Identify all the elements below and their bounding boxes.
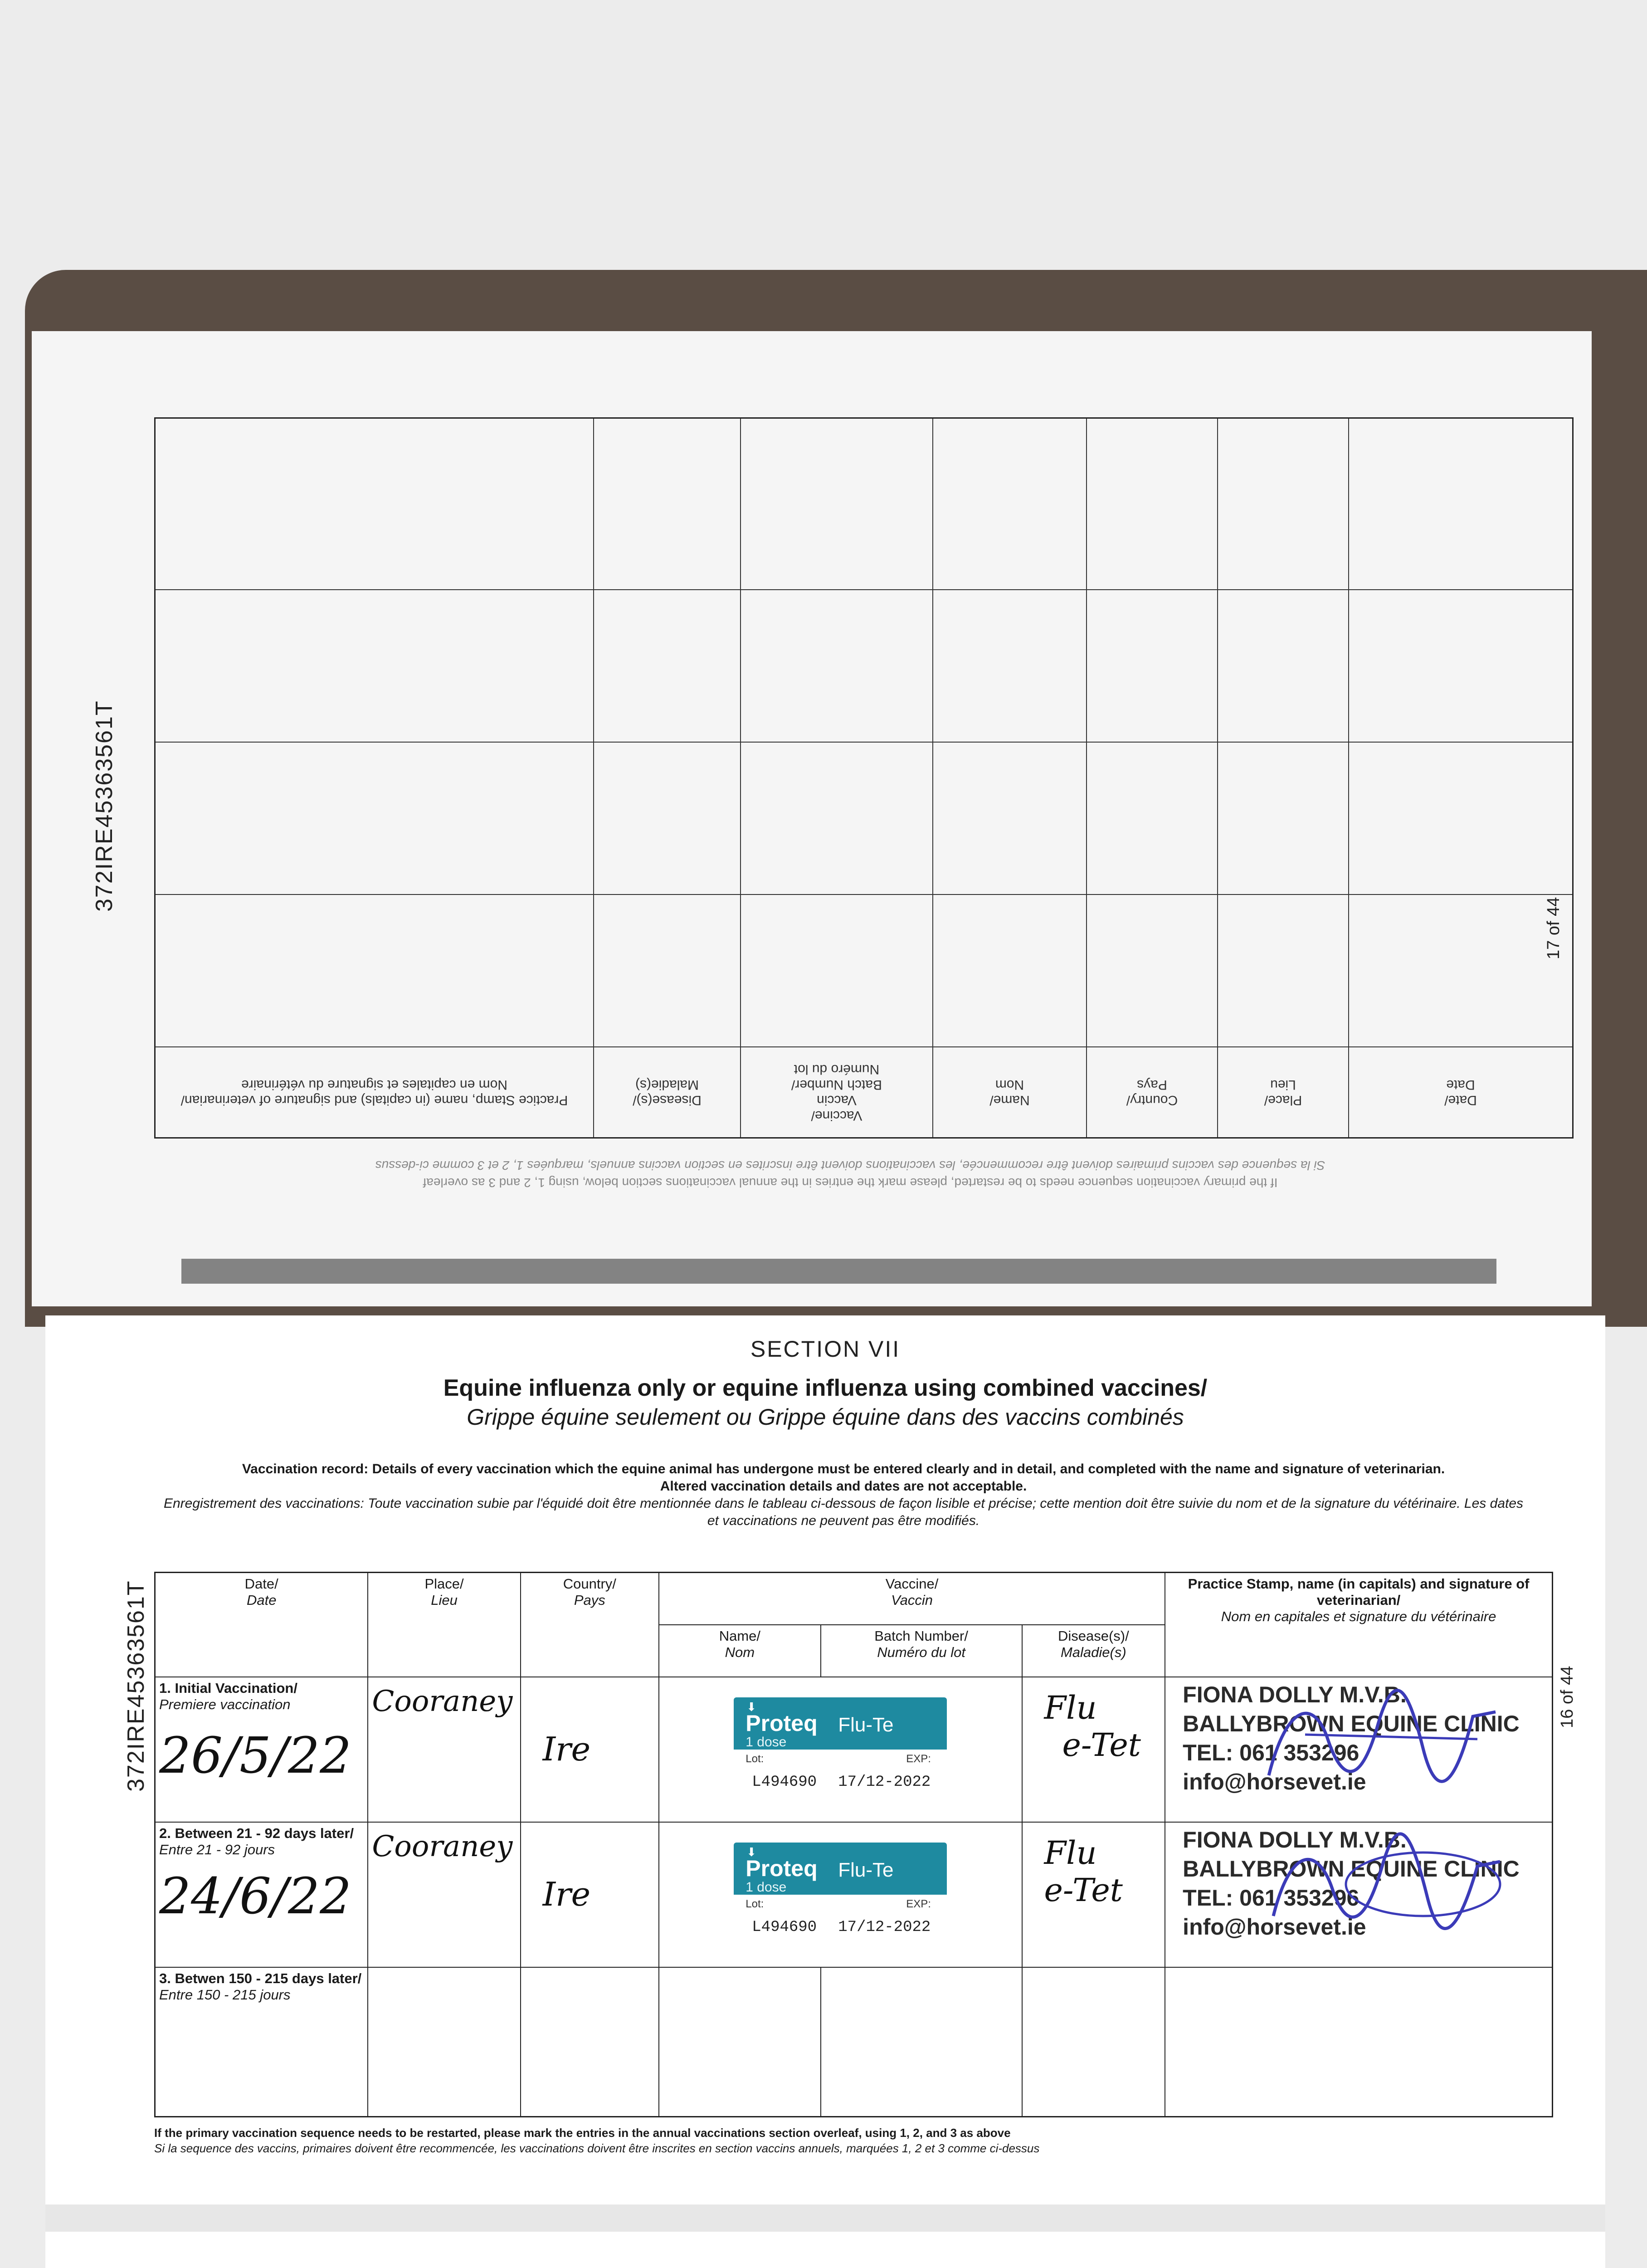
row-1-country: Ire	[521, 1677, 659, 1822]
row-1-vaccine-label	[659, 1677, 1022, 1822]
practice-stamp: FIONA DOLLY M.V.B. BALLYBROWN EQUINE CLINIC TEL: 061 353296 info@horsevet.ie	[1169, 1680, 1548, 1796]
row-2-date-cell: 2. Between 21 - 92 days later/ Entre 21 - 92 jours 24/6/22	[155, 1822, 368, 1967]
vaccine-label-sticker	[734, 1843, 947, 1947]
label-exp: 17/12-2022	[838, 1918, 931, 1936]
header-place: Place/ Lieu	[1218, 1047, 1349, 1138]
label-exp: 17/12-2022	[838, 1773, 931, 1791]
label-exp-caption: EXP:	[906, 1752, 931, 1765]
row-2-date: 24/6/22	[159, 1867, 352, 1925]
row-1-date-cell: 1. Initial Vaccination/ Premiere vaccination 26/5/22	[155, 1677, 368, 1822]
col-vaccine-header: Vaccine/ Vaccin	[659, 1573, 1165, 1625]
row-3-place	[368, 1967, 520, 2117]
page-number-bottom: 16 of 44	[1558, 1666, 1577, 1728]
header-stamp: Practice Stamp, name (in capitals) and signature of veterinarian/ Nom en capitales et signature du vétérinaire	[155, 1047, 594, 1138]
row-3-country	[521, 1967, 659, 2117]
primary-vaccination-table	[154, 1572, 1553, 2117]
table-row	[155, 1967, 1553, 2117]
table-row	[155, 1822, 1553, 1967]
page-edge-shadow	[181, 1259, 1496, 1284]
section-title: SECTION VII	[750, 1336, 901, 1362]
header-disease: Disease(s)/ Maladie(s)	[594, 1047, 741, 1138]
row-1-date: 26/5/22	[159, 1726, 352, 1784]
col-place-header: Place/ Lieu	[368, 1573, 520, 1677]
top-page-notes	[249, 1157, 1451, 1191]
header-date: Date/ Date	[1349, 1047, 1573, 1138]
signature-icon	[1260, 1685, 1514, 1798]
annual-vaccination-table	[154, 417, 1574, 1139]
serial-number-bottom: 372IRE45363561T	[123, 1580, 149, 1792]
col-date-header: Date/ Date	[155, 1573, 368, 1677]
row-1-stamp	[1165, 1677, 1552, 1822]
label-dose: 1 dose	[746, 1879, 787, 1895]
page-17	[32, 279, 1630, 1304]
intro-fr: Enregistrement des vaccinations: Toute vaccination subie par l'équidé doit être mentionnée dans le tableau ci-dessous de façon lisible et précise; cette mention doit être suivie du nom et de la signature du vétérinaire. Les dates et vaccinations ne peuvent pas être modifiés.	[163, 1496, 1524, 1528]
practice-stamp: FIONA DOLLY M.V.B. BALLYBROWN EQUINE CLINIC TEL: 061 353296 info@horsevet.ie	[1169, 1825, 1548, 1941]
row-2-place: Cooraney	[368, 1822, 520, 1967]
row-3-batch	[821, 1967, 1022, 2117]
label-exp-caption: EXP:	[906, 1897, 931, 1910]
row-3-date-cell: 3. Betwen 150 - 215 days later/ Entre 150 - 215 jours	[155, 1967, 368, 2117]
row-1-place: Cooraney	[368, 1677, 520, 1822]
label-brand: Proteq	[746, 1855, 818, 1881]
serial-number-top: 372IRE45363561T	[91, 700, 117, 912]
footnote	[154, 2125, 1605, 2156]
row-2-country: Ire	[521, 1822, 659, 1967]
col-disease-header: Disease(s)/ Maladie(s)	[1022, 1625, 1165, 1677]
label-product: Flu-Te	[838, 1713, 894, 1736]
intro-text	[163, 1461, 1524, 1530]
page-number-top: 17 of 44	[1544, 897, 1563, 959]
label-lot-caption: Lot:	[746, 1752, 764, 1765]
vaccine-label-sticker	[734, 1697, 947, 1802]
row-1-disease: Flu e-Tet	[1022, 1677, 1165, 1822]
annual-vaccination-grid	[154, 417, 1574, 1139]
table-row	[155, 1677, 1553, 1822]
page-title: Equine influenza only or equine influenza using combined vaccines/	[443, 1375, 1208, 1401]
col-name-header: Name/ Nom	[659, 1625, 821, 1677]
intro-en-1: Vaccination record: Details of every vaccination which the equine animal has undergone must be entered clearly and in detail, and completed with the name and signature of veterinarian.	[242, 1461, 1445, 1476]
arrow-down-icon: ⬇	[746, 1845, 757, 1859]
top-note-en: If the primary vaccination sequence needs to be restarted, please mark the entries in the annual vaccinations section below, using 1, 2 and 3 as overleaf	[423, 1176, 1278, 1190]
header-batch: Vaccine/ Vaccin Batch Number/ Numéro du lot	[741, 1047, 933, 1138]
row-2-disease: Flu e-Tet	[1022, 1822, 1165, 1967]
intro-en-2: Altered vaccination details and dates are not acceptable.	[660, 1479, 1027, 1494]
col-country-header: Country/ Pays	[521, 1573, 659, 1677]
header-name: Name/ Nom	[933, 1047, 1087, 1138]
label-brand: Proteq	[746, 1710, 818, 1736]
footnote-fr: Si la sequence des vaccins, primaires doivent être recommencée, les vaccinations doivent être inscrites en section vaccins annuels, marquées 1, 2 et 3 comme ci-dessus	[154, 2141, 1040, 2155]
top-note-fr: Si la sequence des vaccins primaires doivent être recommencée, les vaccinations doivent être inscrites en section vaccins annuels, marquées 1, 2 et 3 comme ci-dessus	[375, 1158, 1325, 1173]
footnote-en: If the primary vaccination sequence needs to be restarted, please mark the entries in the annual vaccinations section overleaf, using 1, 2, and 3 as above	[154, 2126, 1011, 2140]
label-dose: 1 dose	[746, 1734, 787, 1750]
label-lot-caption: Lot:	[746, 1897, 764, 1910]
label-lot: L494690	[752, 1773, 817, 1791]
row-3-name	[659, 1967, 821, 2117]
page-17-paper	[32, 331, 1592, 1306]
page-bottom-shadow	[45, 2204, 1605, 2232]
arrow-down-icon: ⬇	[746, 1700, 757, 1714]
label-product: Flu-Te	[838, 1858, 894, 1881]
row-2-vaccine-label	[659, 1822, 1022, 1967]
col-stamp-header: Practice Stamp, name (in capitals) and signature of veterinarian/ Nom en capitales et signature du vétérinaire	[1165, 1573, 1552, 1677]
row-2-stamp	[1165, 1822, 1552, 1967]
page-subtitle: Grippe équine seulement ou Grippe équine dans des vaccins combinés	[467, 1404, 1184, 1430]
signature-icon	[1260, 1830, 1514, 1943]
col-batch-header: Batch Number/ Numéro du lot	[821, 1625, 1022, 1677]
row-3-disease	[1022, 1967, 1165, 2117]
page-16	[45, 1315, 1605, 2268]
row-3-stamp	[1165, 1967, 1552, 2117]
header-country: Country/ Pays	[1087, 1047, 1218, 1138]
label-lot: L494690	[752, 1918, 817, 1936]
